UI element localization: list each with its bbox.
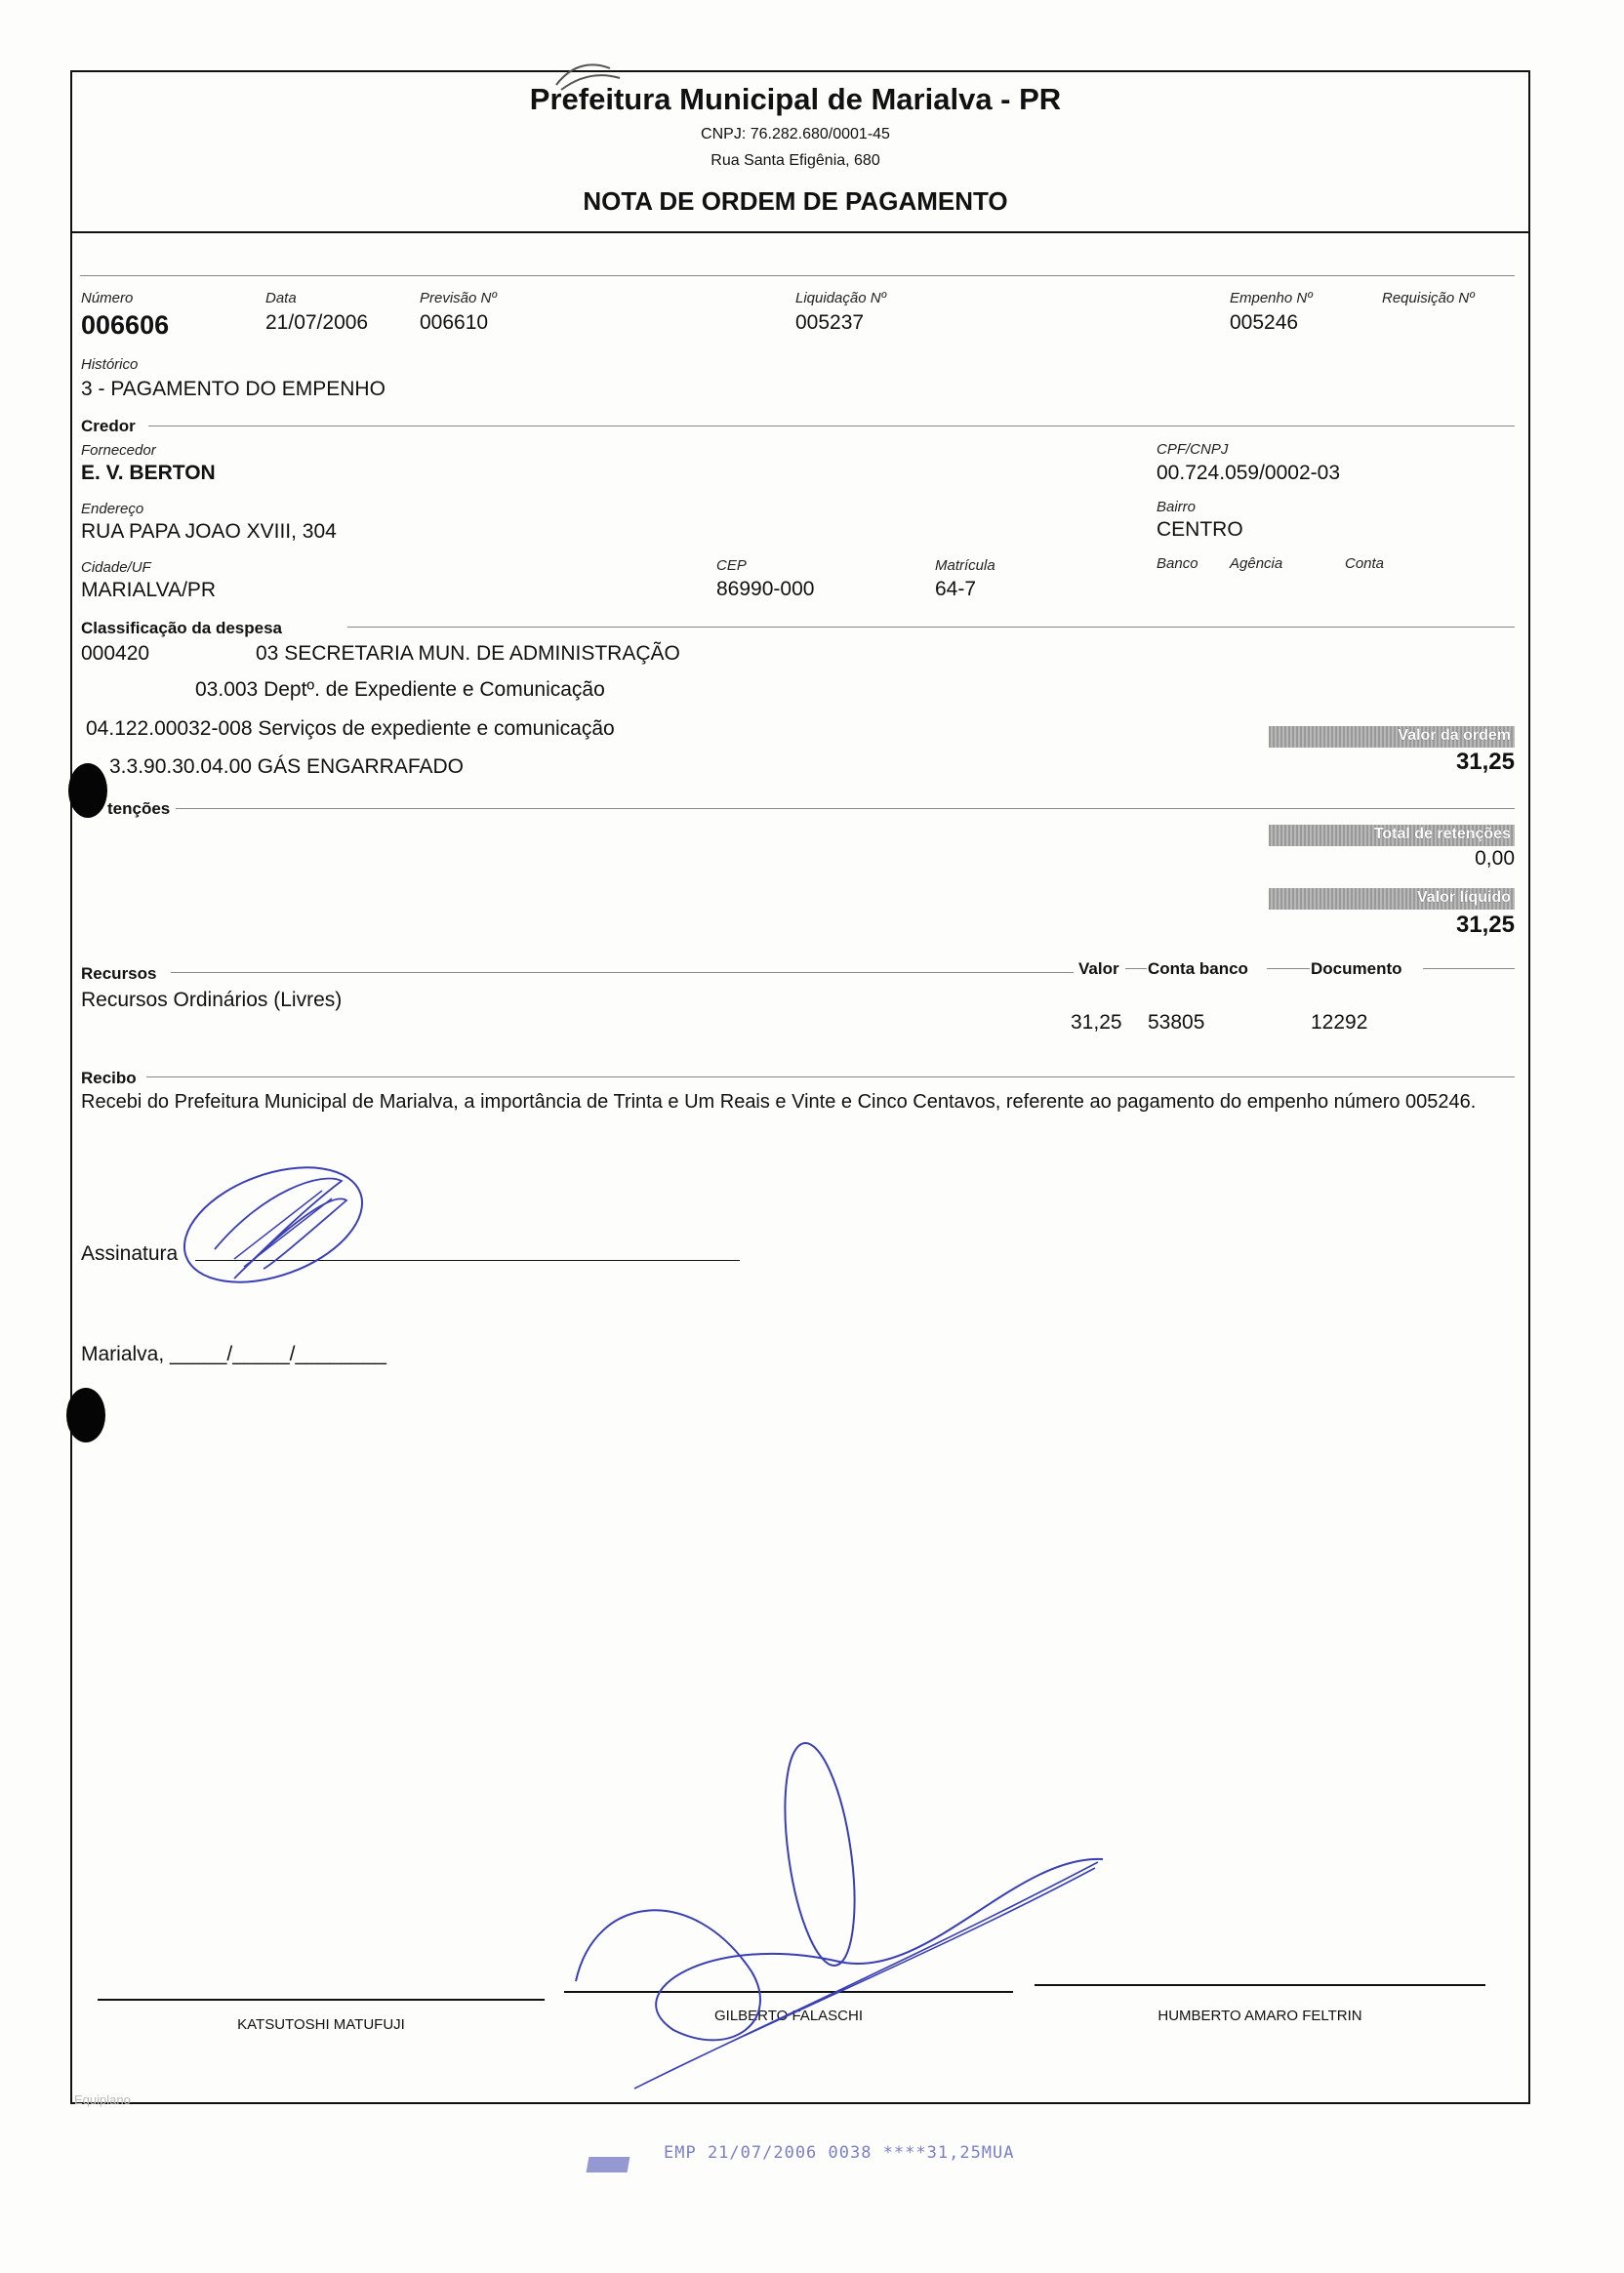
valor-ordem-label: Valor da ordem <box>1398 727 1511 744</box>
previsao-value: 006610 <box>420 311 489 334</box>
cpf-label: CPF/CNPJ <box>1157 441 1229 458</box>
recursos-documento-header: Documento <box>1311 959 1402 978</box>
gilberto-signature-drawing <box>556 1737 1103 2098</box>
recursos-documento: 12292 <box>1311 1011 1368 1034</box>
footer-brand: Equiplano <box>74 2092 131 2107</box>
recibo-signature-drawing <box>176 1152 410 1298</box>
agencia-label: Agência <box>1230 555 1283 572</box>
signatory-1: KATSUTOSHI MATUFUJI <box>237 2016 405 2033</box>
valor-ordem-bar <box>1269 726 1515 748</box>
recibo-section: Recibo <box>81 1069 137 1087</box>
valor-liquido-bar <box>1269 888 1515 910</box>
valor-liquido-label: Valor líquido <box>1416 889 1511 906</box>
liquidacao-value: 005237 <box>795 311 865 334</box>
recursos-valor-header: Valor <box>1078 959 1119 978</box>
signatory-2: GILBERTO FALASCHI <box>714 2008 863 2024</box>
requisicao-label: Requisição Nº <box>1382 290 1475 306</box>
recursos-conta-header: Conta banco <box>1148 959 1248 978</box>
endereco-value: RUA PAPA JOAO XVIII, 304 <box>81 520 337 543</box>
recursos-header-rule-2 <box>1267 968 1310 969</box>
recursos-section: Recursos <box>81 964 157 983</box>
recibo-local-date: Marialva, _____/_____/________ <box>81 1343 386 1365</box>
classificacao-line1: 03 SECRETARIA MUN. DE ADMINISTRAÇÃO <box>256 642 680 665</box>
header-address: Rua Santa Efigênia, 680 <box>710 152 880 169</box>
liquidacao-label: Liquidação Nº <box>795 290 887 306</box>
header-cnpj: CNPJ: 76.282.680/0001-45 <box>701 126 890 142</box>
endereco-label: Endereço <box>81 501 144 517</box>
total-retencoes-value: 0,00 <box>1475 847 1515 870</box>
cidade-value: MARIALVA/PR <box>81 579 217 601</box>
historico-value: 3 - PAGAMENTO DO EMPENHO <box>81 378 386 400</box>
recursos-valor: 31,25 <box>1071 1011 1122 1034</box>
data-value: 21/07/2006 <box>265 311 369 334</box>
assinatura-label: Assinatura <box>81 1242 179 1265</box>
banco-label: Banco <box>1157 555 1198 572</box>
recursos-header-rule-1 <box>1125 968 1147 969</box>
stamp-mark <box>587 2157 630 2172</box>
matricula-label: Matrícula <box>935 557 995 574</box>
recursos-fonte: Recursos Ordinários (Livres) <box>81 989 343 1011</box>
header-divider <box>70 231 1530 233</box>
recibo-text: Recebi do Prefeitura Municipal de Marialva, a importância de Trinta e Um Reais e Vinte e Cinco Centavos, referente ao pagamento do empenho número 005246. <box>81 1091 1477 1113</box>
cidade-label: Cidade/UF <box>81 559 151 576</box>
classificacao-line4: 3.3.90.30.04.00 GÁS ENGARRAFADO <box>109 755 465 778</box>
historico-label: Histórico <box>81 356 139 373</box>
signatory-3: HUMBERTO AMARO FELTRIN <box>1157 2008 1362 2024</box>
numero-label: Número <box>81 290 134 306</box>
retencoes-divider <box>176 808 1515 809</box>
total-retencoes-bar <box>1269 825 1515 846</box>
classificacao-line2: 03.003 Deptº. de Expediente e Comunicação <box>195 678 605 701</box>
fornecedor-value: E. V. BERTON <box>81 462 216 484</box>
data-label: Data <box>265 290 297 306</box>
classificacao-code: 000420 <box>81 642 150 665</box>
ids-divider <box>80 275 1515 276</box>
recursos-divider <box>171 972 1074 973</box>
cep-value: 86990-000 <box>716 578 815 600</box>
total-retencoes-label: Total de retenções <box>1373 826 1511 842</box>
punch-hole-bottom <box>66 1388 105 1442</box>
cep-label: CEP <box>716 557 747 574</box>
bairro-label: Bairro <box>1157 499 1197 515</box>
classificacao-section: Classificação da despesa <box>81 619 283 637</box>
fornecedor-label: Fornecedor <box>81 442 156 459</box>
recibo-divider <box>146 1076 1515 1077</box>
valor-ordem-value: 31,25 <box>1455 749 1515 775</box>
footer-stamp: EMP 21/07/2006 0038 ****31,25MUA <box>664 2143 1015 2163</box>
punch-hole-top <box>68 763 107 818</box>
previsao-label: Previsão Nº <box>420 290 497 306</box>
bairro-value: CENTRO <box>1157 518 1243 541</box>
document-title: NOTA DE ORDEM DE PAGAMENTO <box>583 186 1008 216</box>
valor-liquido-value: 31,25 <box>1455 912 1515 938</box>
recursos-conta: 53805 <box>1148 1011 1205 1034</box>
cpf-value: 00.724.059/0002-03 <box>1157 462 1341 484</box>
classificacao-divider <box>347 627 1515 628</box>
conta-label: Conta <box>1345 555 1385 572</box>
matricula-value: 64-7 <box>935 578 977 600</box>
recursos-header-rule-3 <box>1423 968 1515 969</box>
classificacao-line3: 04.122.00032-008 Serviços de expediente e comunicação <box>86 717 615 740</box>
numero-value: 006606 <box>81 310 170 340</box>
signature-line-1 <box>98 1999 545 2001</box>
credor-section: Credor <box>81 417 136 435</box>
retencoes-section: tenções <box>107 799 171 818</box>
empenho-value: 005246 <box>1230 311 1299 334</box>
empenho-label: Empenho Nº <box>1230 290 1313 306</box>
page-title: Prefeitura Municipal de Marialva - PR <box>529 82 1062 116</box>
title-scribble-drawing <box>551 61 629 100</box>
